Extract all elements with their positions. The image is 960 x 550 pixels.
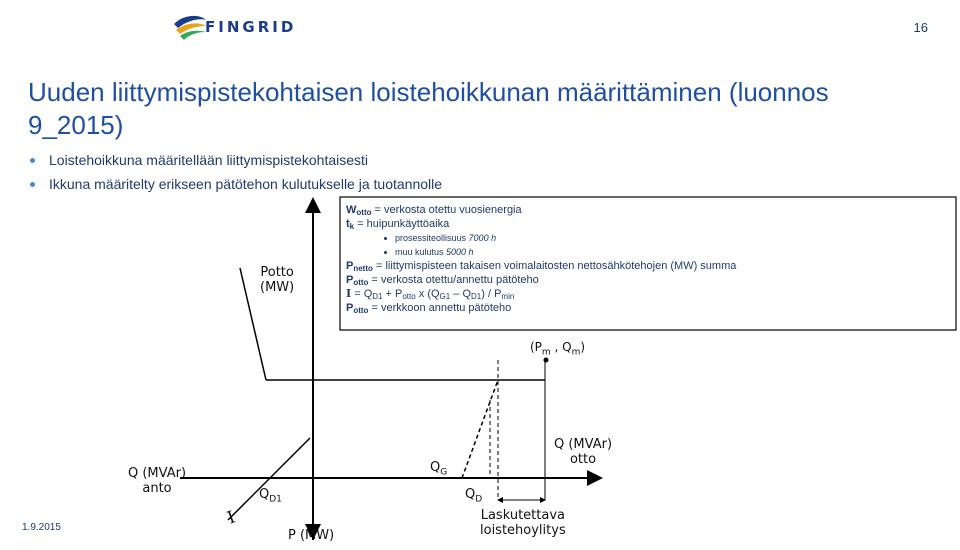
p-mw-label: P (MW) bbox=[288, 528, 335, 543]
potto-label: Potto (MW) bbox=[260, 265, 295, 295]
definitions-box-border bbox=[340, 197, 956, 330]
def-sub-other: muu kulutus 5000 h bbox=[346, 245, 736, 259]
def-w-otto: $W_{otto}$ = verkosta otettu vuosienergia bbox=[346, 204, 522, 217]
bullet-item: Ikkuna määritelty erikseen pätötehon kulutukselle ja tuotannolle bbox=[30, 172, 442, 196]
def-p-netto: $P_{netto}$ = liittymispisteen takaisen voimalaitosten nettosähkötehojen (MW) summa bbox=[346, 260, 737, 273]
bullet-item: Loistehoikkuna määritellään liittymispistekohtaisesti bbox=[30, 148, 442, 172]
qg-label: $Q_G$ bbox=[430, 460, 448, 478]
slide-number: 16 bbox=[913, 20, 928, 35]
slide-title: Uuden liittymispistekohtaisen loistehoikkunan määrittäminen (luonnos 9_2015) bbox=[28, 77, 829, 140]
qd1-label: $Q_{D1}$ bbox=[259, 487, 282, 505]
i-label: I bbox=[224, 507, 238, 529]
point-label: ($P_m$ , $Q_m$) bbox=[530, 340, 586, 358]
def-p-otto-1: $P_{otto}$ = verkosta otettu/annettu pätöteho bbox=[346, 274, 539, 287]
q-otto-label: Q (MVAr) otto bbox=[554, 437, 613, 467]
def-formula: $I = Q_{D1} + P_{otto}$ x $(Q_{G1} - Q_{D1}) / P_{min}$ bbox=[346, 287, 515, 301]
def-sub-process: prosessiteollisuus 7000 h bbox=[346, 231, 736, 245]
operating-point-icon bbox=[544, 358, 549, 363]
footer-date: 1.9.2015 bbox=[22, 522, 61, 533]
def-p-otto-2: $P_{otto}$ = verkkoon annettu pätöteho bbox=[346, 302, 512, 315]
qd-label: $Q_D$ bbox=[465, 487, 483, 505]
right-boundary-dashed bbox=[462, 380, 498, 478]
q-anto-label: Q (MVAr) anto bbox=[128, 466, 187, 496]
logo-text: FINGRID bbox=[205, 18, 297, 36]
billed-excess-label: Laskutettava loistehoylitys bbox=[480, 508, 566, 538]
def-t-k: $t_k$ = huipunkäyttöaika bbox=[346, 218, 450, 231]
